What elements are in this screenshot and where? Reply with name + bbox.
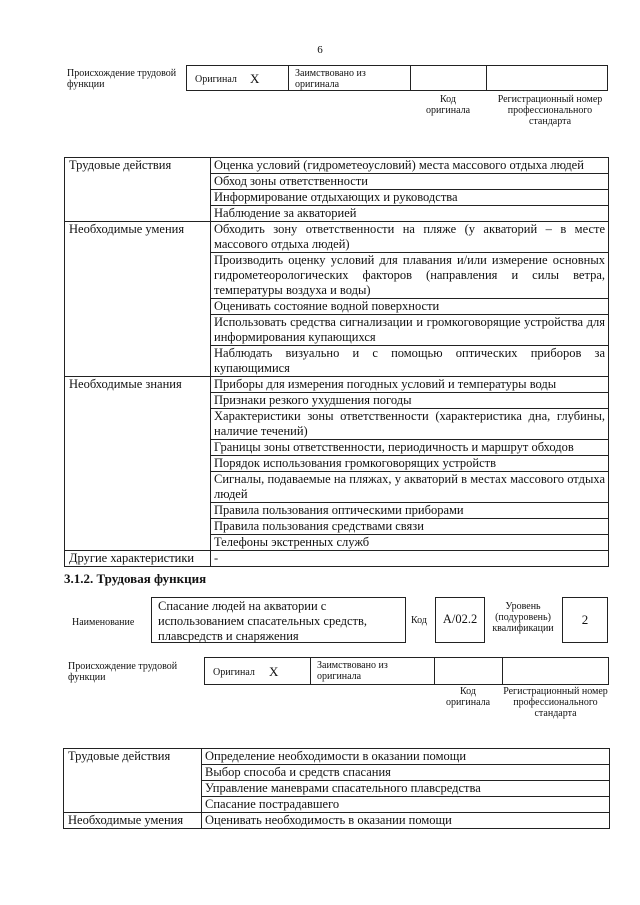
- reg-number-label: Регистрационный номер профессионального стандарта: [503, 686, 608, 719]
- labor-function-table-2: [63, 748, 610, 829]
- level-label: Уровень (подуровень) квалификации: [492, 601, 554, 634]
- table-row: [64, 813, 610, 829]
- table-cell: Производить оценку условий для плавания и/или измерение основных гидрометеорологических факторов (направления и силы ветра, температуры воздуха и воды): [211, 253, 609, 299]
- code-original-label: Код оригинала: [425, 94, 471, 116]
- original-label: Оригинал: [195, 74, 237, 85]
- table-cell: Выбор способа и средств спасания: [202, 765, 610, 781]
- borrowed-label: Заимствовано из оригинала: [295, 68, 366, 90]
- table-cell: Правила пользования средствами связи: [211, 519, 609, 535]
- table-cell: Границы зоны ответственности, периодичность и маршрут обходов: [211, 440, 609, 456]
- name-label: Наименование: [72, 617, 135, 628]
- table-cell: Порядок использования громкоговорящих устройств: [211, 456, 609, 472]
- table-cell: Оценка условий (гидрометеоусловий) места массового отдыха людей: [211, 158, 609, 174]
- table-cell: Использовать средства сигнализации и громкоговорящие устройства для информирования купающихся: [211, 315, 609, 346]
- original-label: Оригинал: [213, 667, 255, 678]
- table-row: [65, 222, 609, 253]
- table-cell: Управление маневрами спасательного плавсредства: [202, 781, 610, 797]
- section-heading: 3.1.2. Трудовая функция: [64, 571, 207, 586]
- table-row: [65, 551, 609, 567]
- table-row: [65, 158, 609, 174]
- row-header-skills: Необходимые умения: [65, 222, 211, 377]
- table-cell: Телефоны экстренных служб: [211, 535, 609, 551]
- original-cell: [187, 66, 289, 90]
- code-value: A/02.2: [442, 612, 478, 626]
- function-name-box: [151, 597, 406, 643]
- origin-table: [186, 65, 608, 91]
- original-cell: [205, 658, 311, 684]
- original-mark: X: [250, 71, 260, 86]
- row-header-labor-actions: Трудовые действия: [64, 749, 202, 813]
- reg-number-cell: [487, 66, 607, 90]
- page-number: 6: [317, 44, 323, 56]
- table-row: [65, 377, 609, 393]
- labor-function-table-1: [64, 157, 609, 567]
- row-header-knowledge: Необходимые знания: [65, 377, 211, 551]
- table-cell: Определение необходимости в оказании помощи: [202, 749, 610, 765]
- borrowed-cell: [289, 66, 411, 90]
- code-original-label: Код оригинала: [445, 686, 491, 708]
- table-cell: Обходить зону ответственности на пляже (у акваторий – в месте массового отдыха людей): [211, 222, 609, 253]
- table-cell: Информирование отдыхающих и руководства: [211, 190, 609, 206]
- code-original-cell: [411, 66, 487, 90]
- table-cell: Признаки резкого ухудшения погоды: [211, 393, 609, 409]
- table-cell: Характеристики зоны ответственности (характеристика дна, глубины, наличие течений): [211, 409, 609, 440]
- table-cell: Наблюдать визуально и с помощью оптических приборов за купающимися: [211, 346, 609, 377]
- reg-number-cell: [503, 658, 608, 684]
- table-cell: Наблюдение за акваторией: [211, 206, 609, 222]
- function-name: Спасание людей на акватории с использованием спасательных средств, плавсредств и снаряжения: [158, 599, 368, 643]
- code-label: Код: [411, 615, 427, 626]
- origin-table: [204, 657, 609, 685]
- table-cell: Спасание пострадавшего: [202, 797, 610, 813]
- table-cell: Правила пользования оптическими приборами: [211, 503, 609, 519]
- code-box: [435, 597, 485, 643]
- borrowed-cell: [311, 658, 435, 684]
- code-original-cell: [435, 658, 503, 684]
- table-row: [64, 749, 610, 765]
- level-box: [562, 597, 608, 643]
- table-cell: -: [211, 551, 609, 567]
- level-value: 2: [581, 612, 589, 627]
- row-header-skills: Необходимые умения: [64, 813, 202, 829]
- row-header-other: Другие характеристики: [65, 551, 211, 567]
- table-cell: Приборы для измерения погодных условий и температуры воды: [211, 377, 609, 393]
- row-header-labor-actions: Трудовые действия: [65, 158, 211, 222]
- origin-label: Происхождение трудовой функции: [67, 68, 177, 90]
- origin-label: Происхождение трудовой функции: [68, 661, 178, 683]
- table-cell: Оценивать необходимость в оказании помощи: [202, 813, 610, 829]
- table-cell: Обход зоны ответственности: [211, 174, 609, 190]
- original-mark: X: [269, 664, 279, 679]
- table-cell: Оценивать состояние водной поверхности: [211, 299, 609, 315]
- borrowed-label: Заимствовано из оригинала: [317, 660, 388, 682]
- reg-number-label: Регистрационный номер профессионального стандарта: [497, 94, 603, 127]
- table-cell: Сигналы, подаваемые на пляжах, у акваторий в местах массового отдыха людей: [211, 472, 609, 503]
